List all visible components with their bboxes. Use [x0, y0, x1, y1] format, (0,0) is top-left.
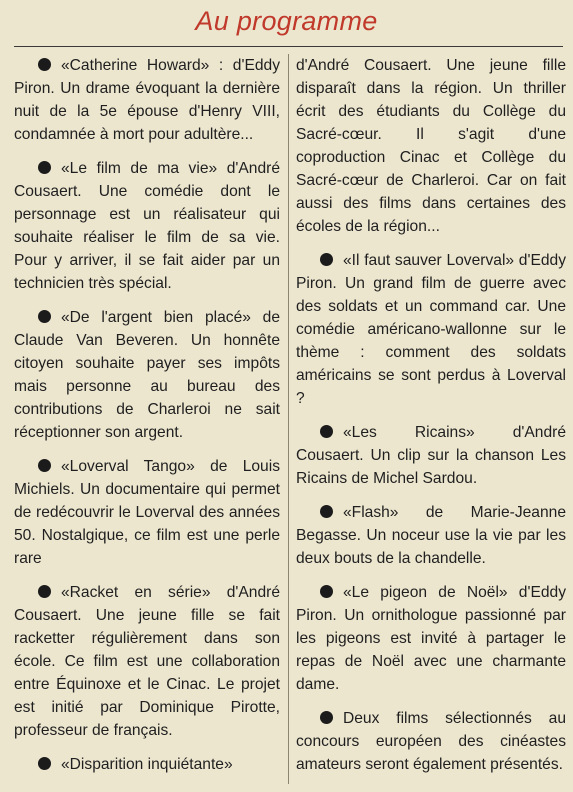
program-item — [296, 707, 566, 776]
program-item-text: «De l'argent bien placé» de Claude Van Beveren. Un honnête citoyen souhaite payer ses impôts mais personne au bureau des contributions de Charleroi ne sait réceptionner son argent. — [14, 309, 280, 441]
bullet-icon — [320, 585, 333, 598]
program-item — [296, 249, 566, 410]
bullet-icon — [38, 161, 51, 174]
bullet-icon — [38, 459, 51, 472]
right-column — [296, 54, 566, 787]
program-item — [14, 455, 280, 570]
section-title: Au programme — [195, 6, 378, 36]
title-rule — [14, 46, 563, 47]
bullet-icon — [38, 310, 51, 323]
program-item-text: «Racket en série» d'André Cousaert. Une jeune fille se fait racketter régulièrement dans son école. Ce film est une collaboration entre Équinoxe et le Cinac. Le projet est initié par Dominique Pirotte, professeur de français. — [14, 584, 280, 739]
program-item-text: «Il faut sauver Loverval» d'Eddy Piron. Un grand film de guerre avec des soldats et un command car. Une comédie américano-wallonne sur le thème : comment des soldats américains se sont perdus à Loverval ? — [296, 252, 566, 407]
program-item-text: «Les Ricains» d'André Cousaert. Un clip sur la chanson Les Ricains de Michel Sardou. — [296, 424, 566, 487]
program-item-text: «Disparition inquiétante» — [61, 756, 233, 773]
program-item — [296, 501, 566, 570]
bullet-icon — [320, 253, 333, 266]
bullet-icon — [320, 425, 333, 438]
program-item — [14, 753, 280, 776]
program-item-text: d'André Cousaert. Une jeune fille disparaît dans la région. Un thriller écrit des étudiants du Collège du Sacré-cœur. Il s'agit d'une coproduction Cinac et Collège du Sacré-cœur de Charleroi. Car on fait aussi des films dans certaines des écoles de la région... — [296, 57, 566, 235]
program-item-text: Deux films sélectionnés au concours européen des cinéastes amateurs seront également présentés. — [296, 710, 566, 773]
program-item — [296, 421, 566, 490]
bullet-icon — [38, 585, 51, 598]
program-item-text: «Le pigeon de Noël» d'Eddy Piron. Un ornithologue passionné par les pigeons est invité à partager le repas de Noël avec une charmante dame. — [296, 584, 566, 693]
program-item-text: «Flash» de Marie-Jeanne Begasse. Un noceur use la vie par les deux bouts de la chandelle. — [296, 504, 566, 567]
program-item-continuation — [296, 54, 566, 238]
left-column — [14, 54, 280, 787]
program-item-text: «Catherine Howard» : d'Eddy Piron. Un drame évoquant la dernière nuit de la 5e épouse d'Henry VIII, condamnée à mort pour adultère... — [14, 57, 280, 143]
program-item-text: «Le film de ma vie» d'André Cousaert. Une comédie dont le personnage est un réalisateur qui souhaite réaliser le film de sa vie. Pour y arriver, il se fait aider par un technicien très spécial. — [14, 160, 280, 292]
column-separator — [288, 54, 289, 784]
program-item — [14, 157, 280, 295]
program-item — [14, 306, 280, 444]
bullet-icon — [38, 757, 51, 770]
program-item — [14, 581, 280, 742]
bullet-icon — [320, 711, 333, 724]
program-item — [296, 581, 566, 696]
program-item-text: «Loverval Tango» de Louis Michiels. Un documentaire qui permet de redécouvrir le Loverval des années 50. Nostalgique, ce film est une perle rare — [14, 458, 280, 567]
program-item — [14, 54, 280, 146]
bullet-icon — [38, 58, 51, 71]
bullet-icon — [320, 505, 333, 518]
